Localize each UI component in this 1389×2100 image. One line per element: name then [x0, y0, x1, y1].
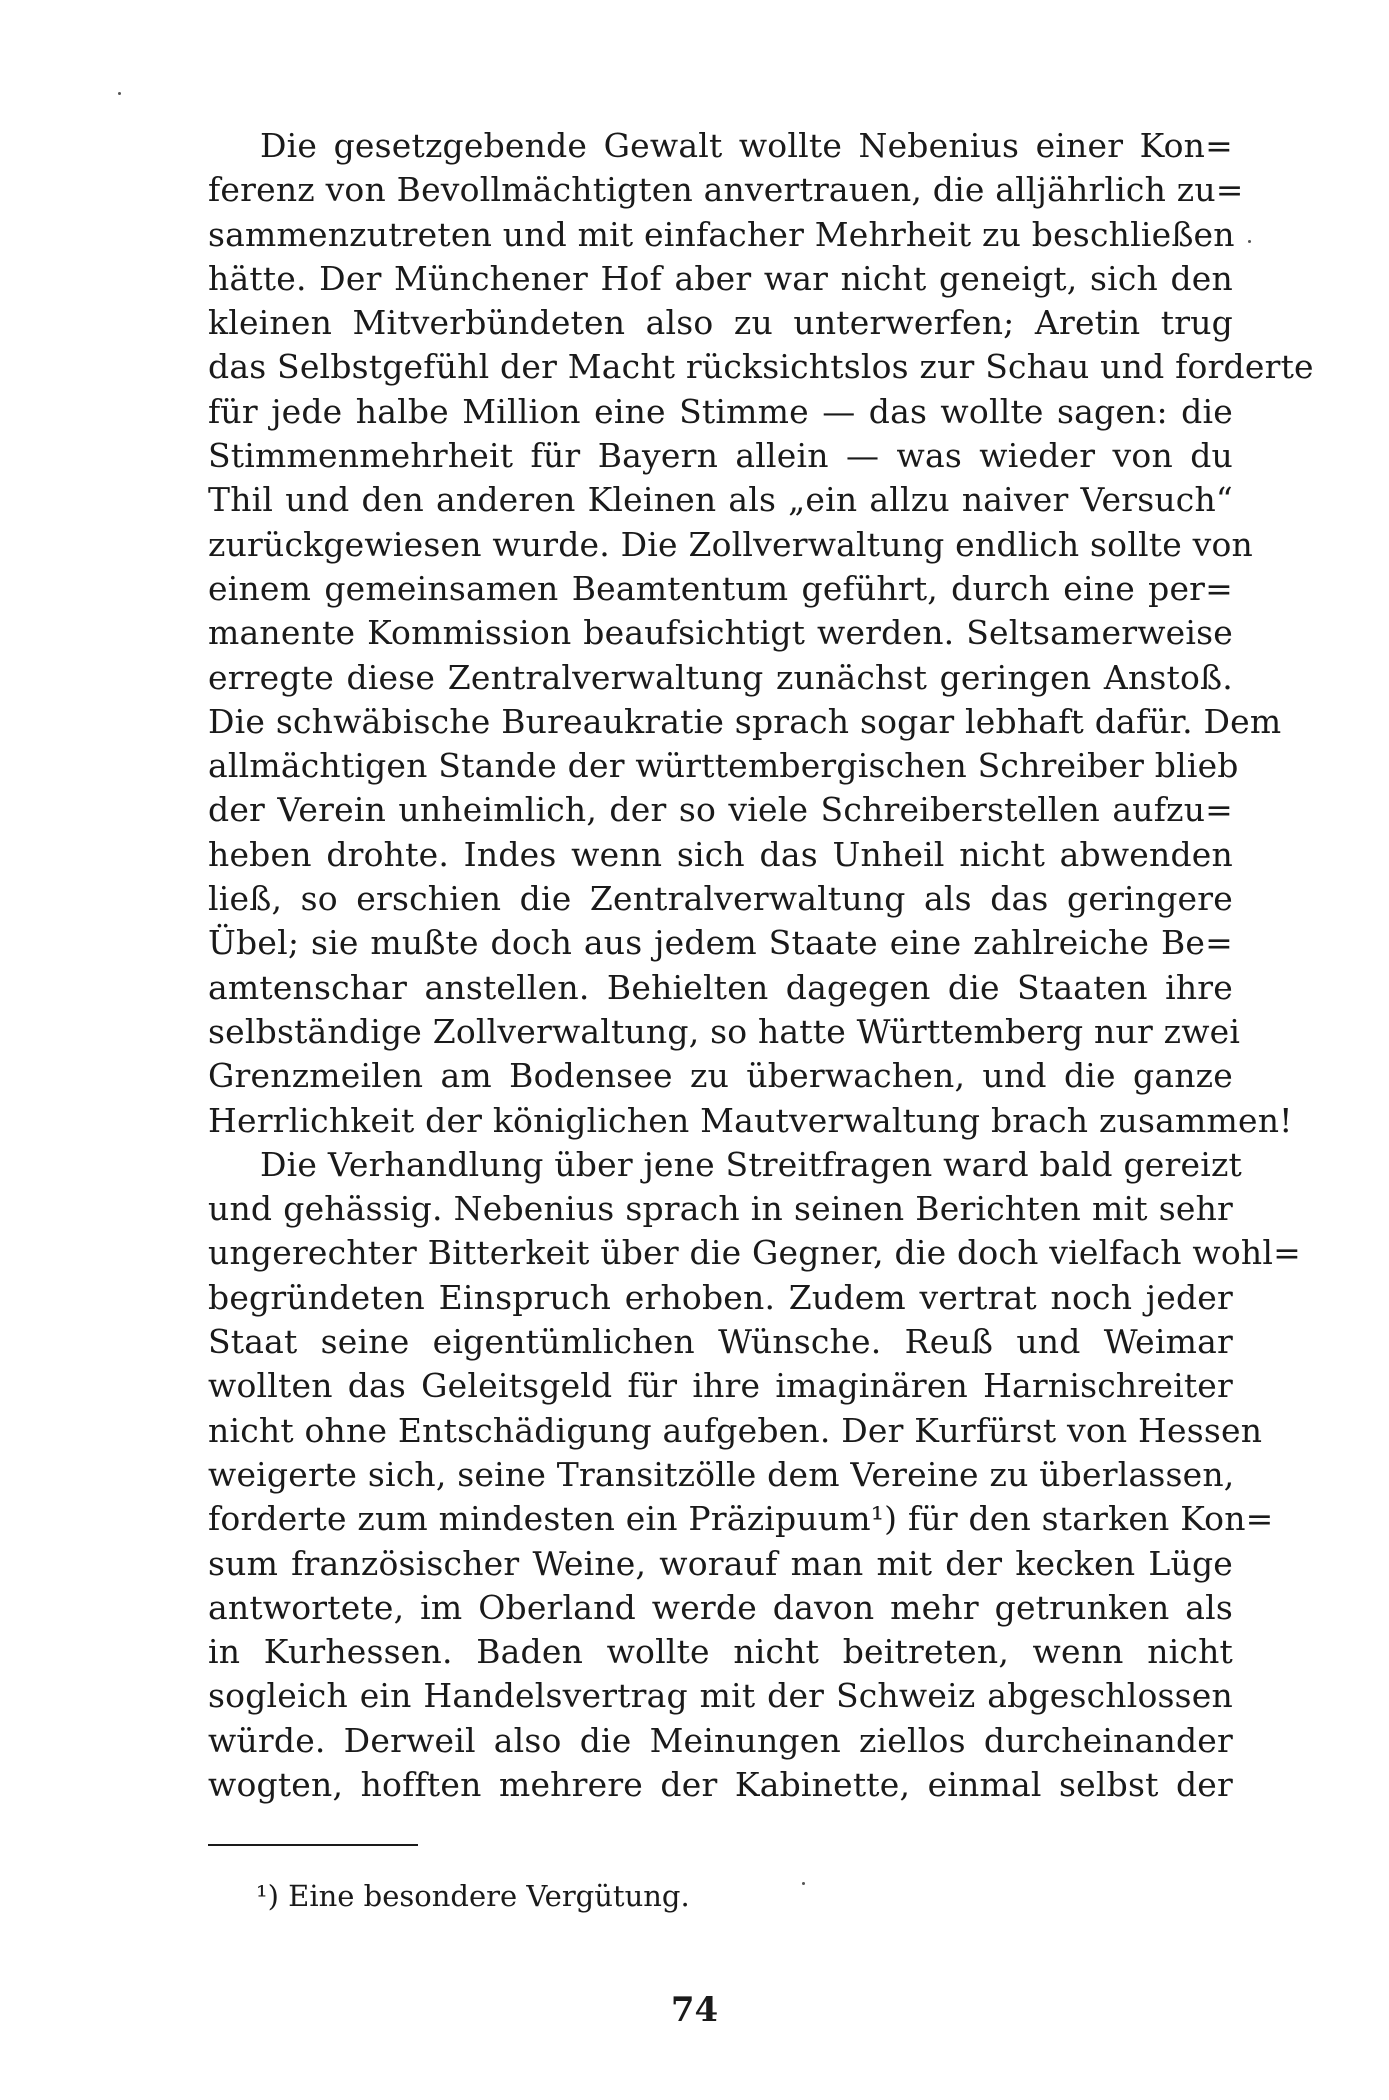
text-line: einem gemeinsamen Beamtentum geführt, durch eine per=	[208, 568, 1233, 608]
text-line: sammenzutreten und mit einfacher Mehrheit zu beschließen	[208, 214, 1235, 254]
text-line: heben drohte. Indes wenn sich das Unheil nicht abwenden	[208, 834, 1233, 874]
text-line: allmächtigen Stande der württembergischen Schreiber blieb	[208, 746, 1239, 786]
text-line: Thil und den anderen Kleinen als „ein allzu naiver Versuch“	[208, 480, 1233, 520]
text-line: wollten das Geleitsgeld für ihre imaginären Harnischreiter	[208, 1366, 1233, 1406]
text-line: wogten, hofften mehrere der Kabinette, einmal selbst der	[208, 1764, 1233, 1804]
text-line: Herrlichkeit der königlichen Mautverwaltung brach zusammen!	[208, 1100, 1293, 1140]
text-line: weigerte sich, seine Transitzölle dem Vereine zu überlassen,	[208, 1454, 1235, 1494]
text-line: Stimmenmehrheit für Bayern allein — was wieder von du	[208, 436, 1233, 476]
text-line: kleinen Mitverbündeten also zu unterwerfen; Aretin trug	[208, 303, 1233, 343]
text-line: ferenz von Bevollmächtigten anvertrauen, die alljährlich zu=	[208, 170, 1244, 210]
text-line: Übel; sie mußte doch aus jedem Staate eine zahlreiche Be=	[208, 923, 1233, 963]
body-text	[208, 124, 1314, 1807]
text-line: Grenzmeilen am Bodensee zu überwachen, und die ganze	[208, 1056, 1233, 1096]
text-line: selbständige Zollverwaltung, so hatte Württemberg nur zwei	[208, 1011, 1241, 1051]
page-number: 74	[670, 1990, 719, 2030]
text-line: sogleich ein Handelsvertrag mit der Schweiz abgeschlossen	[208, 1676, 1233, 1716]
text-line: begründeten Einspruch erhoben. Zudem vertrat noch jeder	[208, 1277, 1233, 1317]
scan-speck	[118, 92, 121, 95]
text-line: für jede halbe Million eine Stimme — das wollte sagen: die	[208, 391, 1233, 431]
text-line: forderte zum mindesten ein Präzipuum¹) für den starken Kon=	[208, 1499, 1274, 1539]
text-line: und gehässig. Nebenius sprach in seinen Berichten mit sehr	[208, 1189, 1233, 1229]
footnote-divider	[208, 1844, 418, 1846]
text-line: amtenschar anstellen. Behielten dagegen die Staaten ihre	[208, 967, 1233, 1007]
scan-speck	[802, 1882, 805, 1885]
footnote: ¹) Eine besondere Vergütung.	[256, 1879, 690, 1913]
text-line: hätte. Der Münchener Hof aber war nicht geneigt, sich den	[208, 258, 1233, 298]
text-line: antwortete, im Oberland werde davon mehr getrunken als	[208, 1587, 1233, 1627]
text-line: ungerechter Bitterkeit über die Gegner, die doch vielfach wohl=	[208, 1233, 1301, 1273]
text-line: zurückgewiesen wurde. Die Zollverwaltung endlich sollte von	[208, 524, 1253, 564]
text-line: in Kurhessen. Baden wollte nicht beitreten, wenn nicht	[208, 1632, 1233, 1672]
text-line: Die gesetzgebende Gewalt wollte Nebenius einer Kon=	[260, 126, 1233, 165]
text-line: erregte diese Zentralverwaltung zunächst geringen Anstoß.	[208, 657, 1233, 697]
text-line: manente Kommission beaufsichtigt werden. Seltsamerweise	[208, 613, 1233, 653]
text-line: nicht ohne Entschädigung aufgeben. Der Kurfürst von Hessen	[208, 1410, 1263, 1450]
text-line: der Verein unheimlich, der so viele Schreiberstellen aufzu=	[208, 790, 1233, 830]
text-line: sum französischer Weine, worauf man mit der kecken Lüge	[208, 1543, 1233, 1583]
scan-speck	[1248, 240, 1251, 243]
text-line: Die Verhandlung über jene Streitfragen ward bald gereizt	[260, 1144, 1243, 1184]
text-line: Die schwäbische Bureaukratie sprach sogar lebhaft dafür. Dem	[208, 701, 1282, 741]
text-line: würde. Derweil also die Meinungen ziellos durcheinander	[208, 1720, 1233, 1760]
text-line: das Selbstgefühl der Macht rücksichtslos zur Schau und forderte	[208, 347, 1314, 387]
text-line: ließ, so erschien die Zentralverwaltung als das geringere	[208, 879, 1233, 919]
text-line: Staat seine eigentümlichen Wünsche. Reuß und Weimar	[208, 1322, 1233, 1362]
